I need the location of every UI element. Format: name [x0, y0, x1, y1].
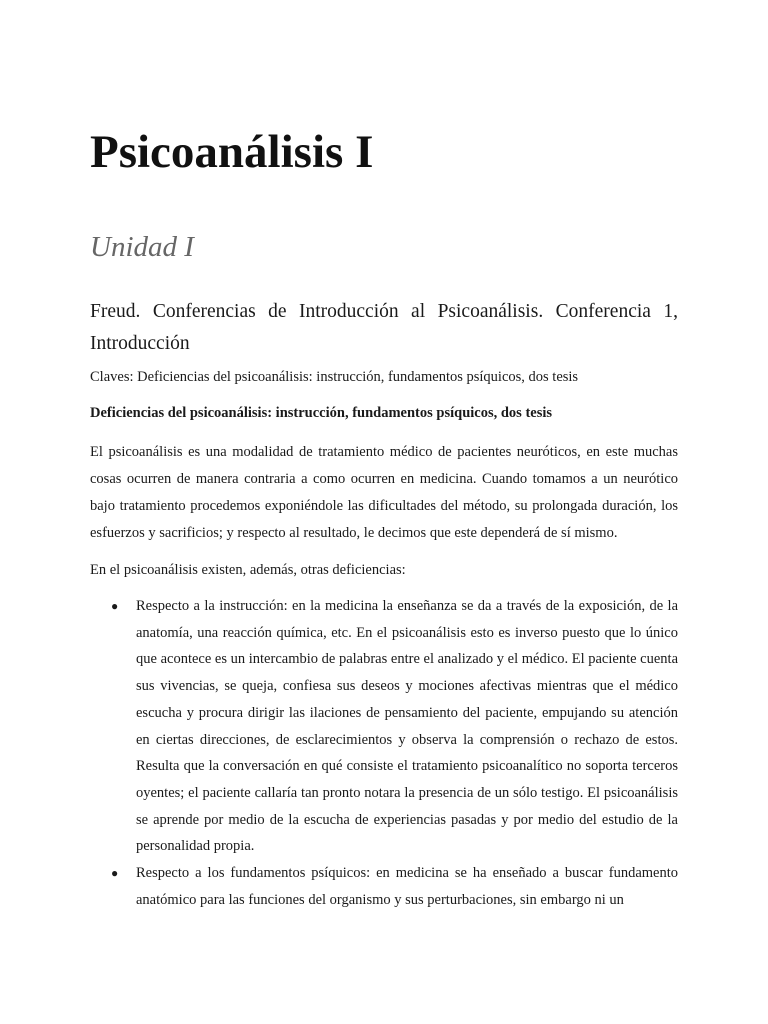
bullet-list [90, 593, 678, 913]
keys-line: Claves: Deficiencias del psicoanálisis: instrucción, fundamentos psíquicos, dos tesis [90, 369, 579, 385]
unit-title: Unidad I [90, 231, 194, 263]
paragraph: El psicoanálisis es una modalidad de tratamiento médico de pacientes neuróticos, en este muchas cosas ocurren de manera contraria a como ocurren en medicina. Cuando tomamos a un neurótico bajo tratamiento procedemos exponiéndole las dificultades del método, su prolongada duración, los esfuerzos y sacrificios; y respecto al resultado, le decimos que este dependerá de sí mismo. [90, 444, 678, 541]
list-item [90, 860, 678, 913]
section-heading: Freud. Conferencias de Introducción al Psicoanálisis. Conferencia 1, Introducción [90, 301, 678, 354]
bullet-icon: ● [111, 599, 119, 613]
subheading: Deficiencias del psicoanálisis: instrucción, fundamentos psíquicos, dos tesis [90, 405, 553, 421]
paragraph: En el psicoanálisis existen, además, otras deficiencias: [90, 562, 406, 578]
bullet-icon: ● [111, 866, 119, 881]
list-item-text: Respecto a la instrucción: en la medicina la enseñanza se da a través de la exposición, de la anatomía, una reacción química, etc. En el psicoanálisis esto es inverso puesto que lo único que acontece es un intercambio de palabras entre el analizado y el médico. El paciente cuenta sus vivencias, se queja, confiesa sus deseos y mociones afectivas mientras que el médico escucha y procura dirigir las ilaciones de pensamiento del paciente, empujando su atención en ciertas direcciones, de esclarecimientos y observa la comprensión o rechazo de estos. Resulta que la conversación en qué consiste el tratamiento psicoanalítico no soporta terceros oyentes; el paciente callaría tan pronto notara la presencia de un sólo testigo. El psicoanálisis se aprende por medio de la escucha de experiencias pasadas y por medio del estudio de la personalidad propia. [136, 598, 678, 855]
list-item-text: Respecto a los fundamentos psíquicos: en medicina se ha enseñado a buscar fundamento anatómico para las funciones del organismo y sus perturbaciones, sin embargo ni un [136, 865, 678, 908]
document-title: Psicoanálisis I [90, 126, 374, 178]
list-item [90, 593, 678, 860]
